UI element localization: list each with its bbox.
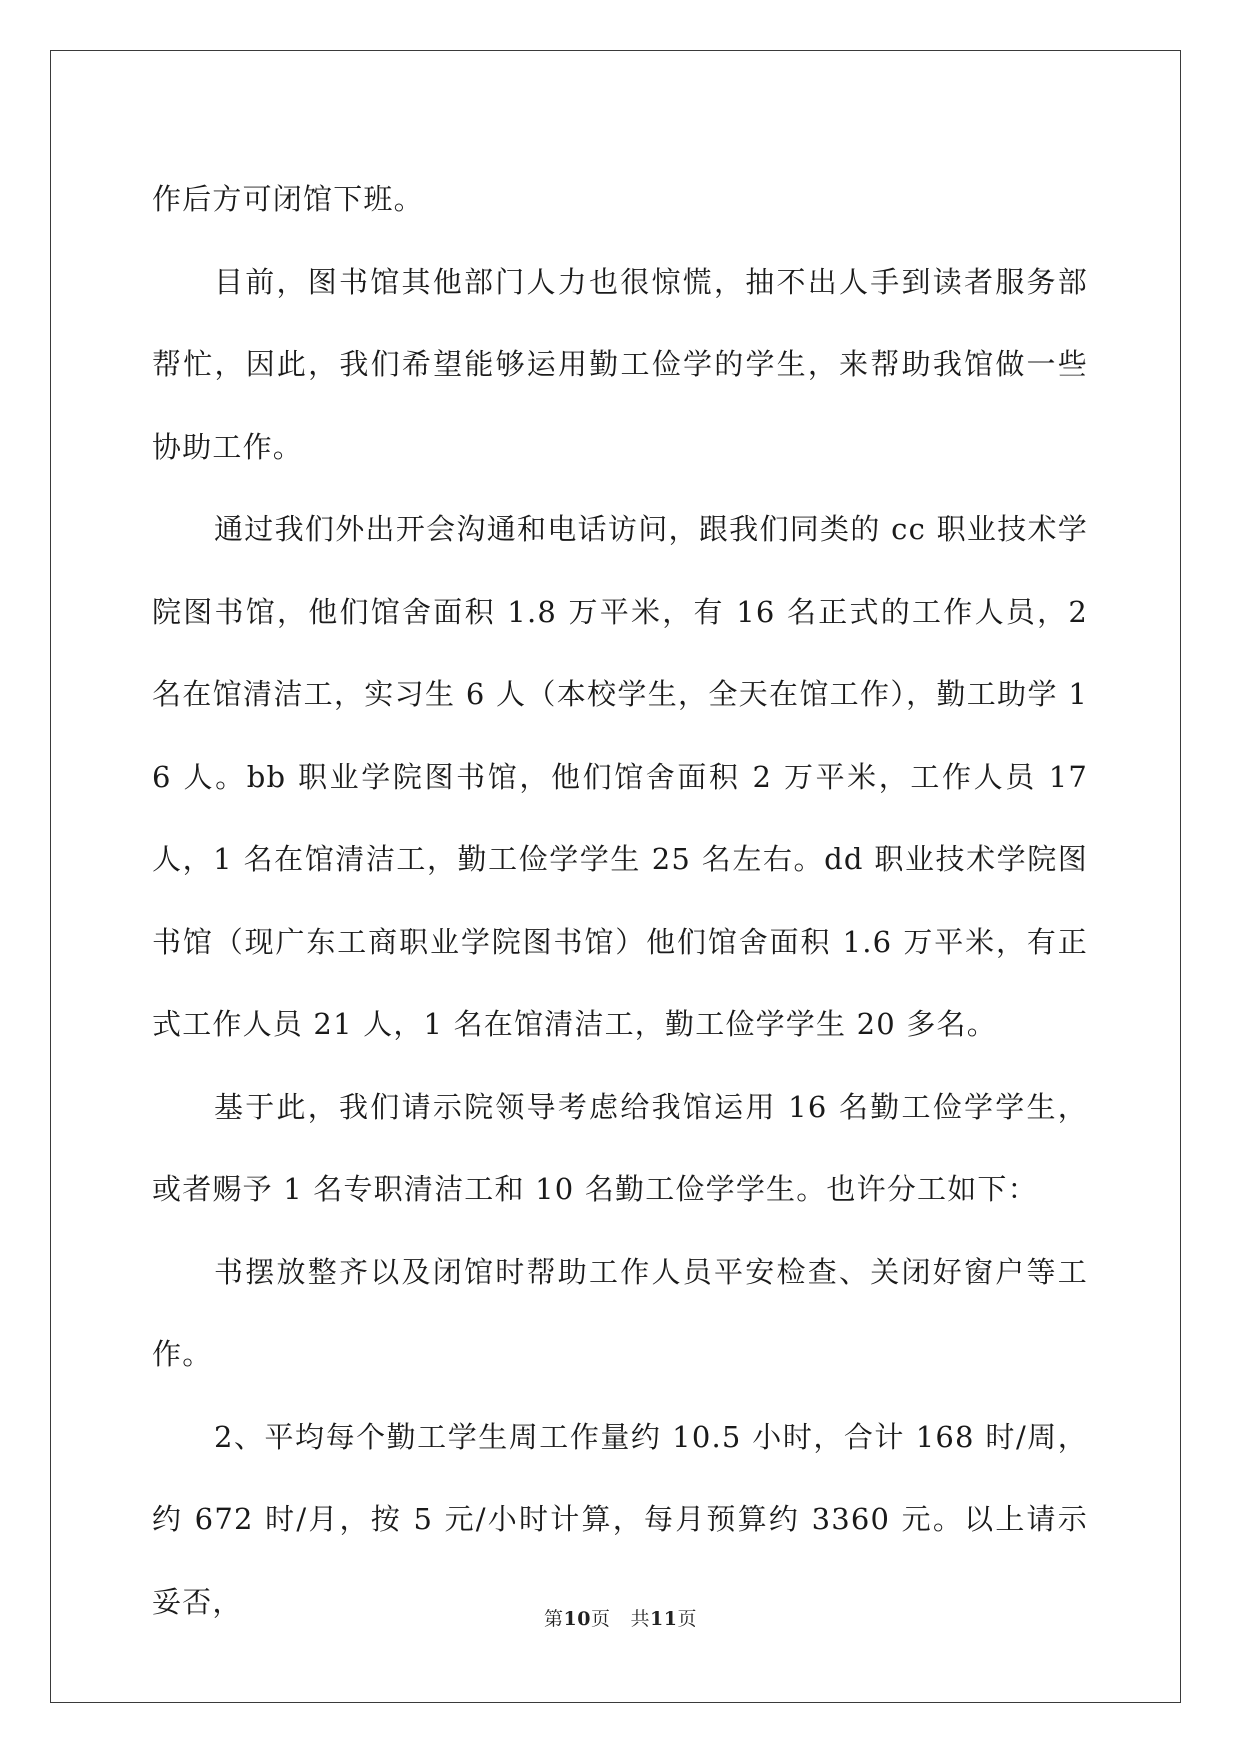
paragraph-5: 书摆放整齐以及闭馆时帮助工作人员平安检查、关闭好窗户等工作。: [152, 1254, 1088, 1371]
paragraph-4: 基于此，我们请示院领导考虑给我馆运用 16 名勤工俭学学生，或者赐予 1 名专职清洁工和 10 名勤工俭学学生。也许分工如下：: [152, 1089, 1088, 1206]
footer-total-pages: 11: [650, 1608, 678, 1630]
footer-total-suffix: 页: [677, 1608, 697, 1630]
page-footer: [0, 1604, 1241, 1631]
footer-page-number: 10: [563, 1608, 591, 1630]
paragraph-1: 作后方可闭馆下班。: [152, 182, 424, 216]
paragraph-6: 2、平均每个勤工学生周工作量约 10.5 小时，合计 168 时/周，约 672 时/月，按 5 元/小时计算，每月预算约 3360 元。以上请示妥否，: [152, 1419, 1088, 1619]
footer-total-prefix: 共: [630, 1608, 651, 1630]
paragraph-2: 目前，图书馆其他部门人力也很惊慌，抽不出人手到读者服务部帮忙，因此，我们希望能够运用勤工俭学的学生，来帮助我馆做一些协助工作。: [152, 264, 1088, 464]
paragraph-3: 通过我们外出开会沟通和电话访问，跟我们同类的 cc 职业技术学院图书馆，他们馆舍面积 1.8 万平米，有 16 名正式的工作人员，2 名在馆清洁工，实习生 6 人（本校学生，全天在馆工作），勤工助学 16 人。bb 职业学院图书馆，他们馆舍面积 2 万平米，工作人员 17 人，1 名在馆清洁工，勤工俭学学生 25 名左右。dd 职业技术学院图书馆（现广东工商职业学院图书馆）他们馆舍面积 1.6 万平米，有正式工作人员 21 人，1 名在馆清洁工，勤工俭学学生 20 多名。: [152, 512, 1088, 1041]
document-body: [152, 158, 1088, 1643]
footer-prefix: 第: [544, 1608, 564, 1630]
footer-page-suffix: 页: [590, 1608, 611, 1630]
